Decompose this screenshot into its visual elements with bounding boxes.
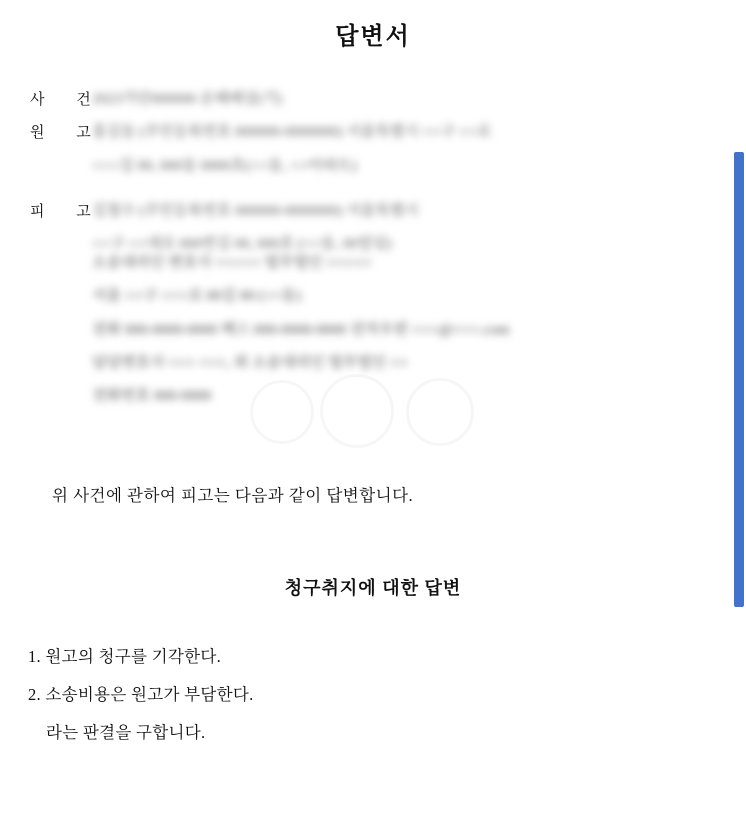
- closing-line: 라는 판결을 구합니다.: [46, 722, 206, 742]
- redacted-body-lines: [92, 252, 652, 418]
- field-value-defendant-continued: ○○구 ○○대로 000번길 00, 000호 (○○동, 00빌딩): [92, 236, 392, 252]
- field-label-case: 사 건: [30, 92, 105, 108]
- redacted-line: 전화 000-0000-0000 팩스 000-0000-0000 전자우편 ○○○@○○○.com: [92, 321, 510, 338]
- field-value-plaintiff: 홍길동 (주민등록번호 000000-0000000) 서울특별시 ○○구 ○○로: [92, 124, 492, 141]
- page-title: 답변서: [335, 24, 411, 50]
- field-row-defendant: [30, 200, 630, 223]
- list-item: 2. 소송비용은 원고가 부담한다.: [28, 684, 254, 704]
- field-value-plaintiff-continued: ○○○길 00, 000동 0000호(○○동, ○○아파트): [92, 157, 357, 174]
- scrollbar-thumb[interactable]: [734, 152, 744, 607]
- field-label-defendant: 피 고: [30, 203, 105, 220]
- field-row-plaintiff: [30, 121, 630, 144]
- redacted-line: 소송대리인 변호사 ○○○○○ 법무법인 ○○○○○: [92, 255, 372, 271]
- section-heading: 청구취지에 대한 답변: [284, 578, 462, 598]
- redacted-line: 담당변호사 ○○○ ○○○, 위 소송대리인 법무법인 ○○: [92, 354, 409, 371]
- field-row-plaintiff-cont: [30, 155, 630, 178]
- field-label-plaintiff: 원 고: [30, 125, 105, 142]
- field-row-case: [30, 88, 630, 111]
- header-fields: [30, 88, 630, 266]
- statement-line: 위 사건에 관하여 피고는 다음과 같이 답변합니다.: [52, 486, 414, 505]
- answer-list: [28, 645, 628, 745]
- redacted-line: 전화번호 000-0000: [92, 388, 212, 404]
- scrollbar-track[interactable]: [732, 0, 746, 815]
- field-value-case: 2023가단000000 손해배상(기): [92, 91, 283, 107]
- redacted-line: 서울 ○○구 ○○○로 00길 00 (○○동): [92, 288, 302, 305]
- field-value-defendant: 김철수 (주민등록번호 000000-0000000) 서울특별시: [92, 202, 419, 219]
- list-item: 1. 원고의 청구를 기각한다.: [28, 647, 222, 666]
